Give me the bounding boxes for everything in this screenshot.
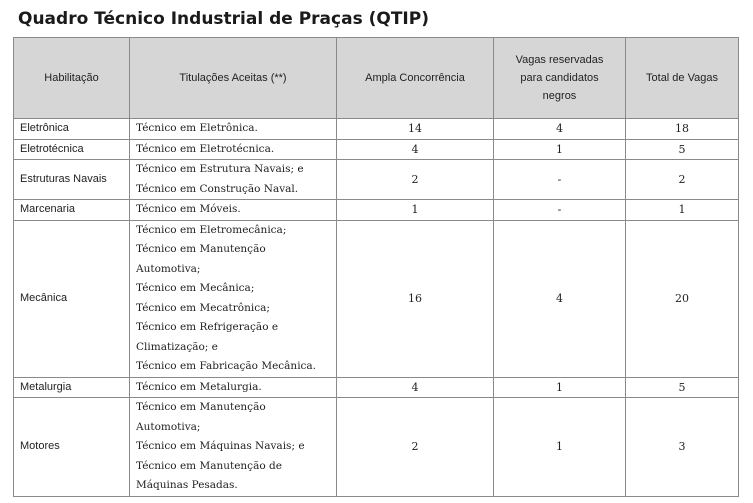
table-row <box>14 160 739 200</box>
table-row <box>14 220 739 377</box>
titulacao-line: Técnico em Móveis. <box>136 203 241 215</box>
cell-reservadas: 1 <box>494 398 626 497</box>
titulacao-line: Climatização; e <box>136 340 218 353</box>
cell-ampla: 14 <box>337 119 494 140</box>
titulacao-line: Técnico em Eletromecânica; <box>136 223 287 236</box>
cell-ampla: 4 <box>337 377 494 398</box>
titulacao-line: Técnico em Estrutura Navais; e <box>136 163 304 175</box>
cell-habilitacao: Marcenaria <box>14 200 130 221</box>
header-ampla: Ampla Concorrência <box>337 38 494 119</box>
cell-total: 1 <box>626 200 739 221</box>
cell-titulacoes <box>130 377 337 398</box>
cell-total: 20 <box>626 220 739 377</box>
cell-titulacoes <box>130 220 337 377</box>
cell-reservadas: - <box>494 200 626 221</box>
cell-habilitacao: Eletrônica <box>14 119 130 140</box>
cell-titulacoes <box>130 160 337 200</box>
cell-reservadas: 4 <box>494 220 626 377</box>
header-titulacoes: Titulações Aceitas (**) <box>130 38 337 119</box>
cell-reservadas: 1 <box>494 139 626 160</box>
titulacao-line: Técnico em Mecatrônica; <box>136 301 270 314</box>
titulacao-line: Técnico em Manutenção <box>136 243 266 255</box>
titulacao-line: Técnico em Fabricação Mecânica. <box>136 360 317 372</box>
titulacao-line: Técnico em Eletrônica. <box>136 122 258 134</box>
header-reservadas: Vagas reservadas para candidatos negros <box>494 38 626 119</box>
titulacao-line: Técnico em Máquinas Navais; e <box>136 440 305 452</box>
cell-habilitacao: Mecânica <box>14 220 130 377</box>
cell-total: 5 <box>626 139 739 160</box>
table-row <box>14 119 739 140</box>
cell-titulacoes <box>130 398 337 497</box>
cell-total: 2 <box>626 160 739 200</box>
cell-ampla: 2 <box>337 160 494 200</box>
table-row <box>14 139 739 160</box>
table-row <box>14 200 739 221</box>
table-row <box>14 377 739 398</box>
cell-ampla: 16 <box>337 220 494 377</box>
cell-titulacoes <box>130 139 337 160</box>
cell-total: 5 <box>626 377 739 398</box>
titulacao-line: Automotiva; <box>136 420 201 433</box>
titulacao-line: Técnico em Refrigeração e <box>136 321 279 333</box>
table-row <box>14 398 739 497</box>
titulacao-line: Técnico em Construção Naval. <box>136 182 299 195</box>
vacancies-table <box>13 37 739 497</box>
cell-ampla: 1 <box>337 200 494 221</box>
cell-habilitacao: Motores <box>14 398 130 497</box>
cell-habilitacao: Estruturas Navais <box>14 160 130 200</box>
titulacao-line: Máquinas Pesadas. <box>136 479 238 491</box>
cell-titulacoes <box>130 119 337 140</box>
cell-reservadas: 1 <box>494 377 626 398</box>
page-title: Quadro Técnico Industrial de Praças (QTIP) <box>18 9 429 29</box>
titulacao-line: Técnico em Mecânica; <box>136 282 255 294</box>
titulacao-line: Técnico em Metalurgia. <box>136 380 262 393</box>
titulacao-line: Técnico em Eletrotécnica. <box>136 142 275 155</box>
cell-titulacoes <box>130 200 337 221</box>
cell-habilitacao: Eletrotécnica <box>14 139 130 160</box>
cell-total: 18 <box>626 119 739 140</box>
cell-ampla: 2 <box>337 398 494 497</box>
titulacao-line: Automotiva; <box>136 262 201 275</box>
cell-habilitacao: Metalurgia <box>14 377 130 398</box>
titulacao-line: Técnico em Manutenção <box>136 401 266 413</box>
cell-total: 3 <box>626 398 739 497</box>
table-body <box>14 119 739 497</box>
table-header-row <box>14 38 739 119</box>
cell-reservadas: 4 <box>494 119 626 140</box>
header-habilitacao: Habilitação <box>14 38 130 119</box>
cell-reservadas: - <box>494 160 626 200</box>
header-total: Total de Vagas <box>626 38 739 119</box>
titulacao-line: Técnico em Manutenção de <box>136 459 282 472</box>
cell-ampla: 4 <box>337 139 494 160</box>
